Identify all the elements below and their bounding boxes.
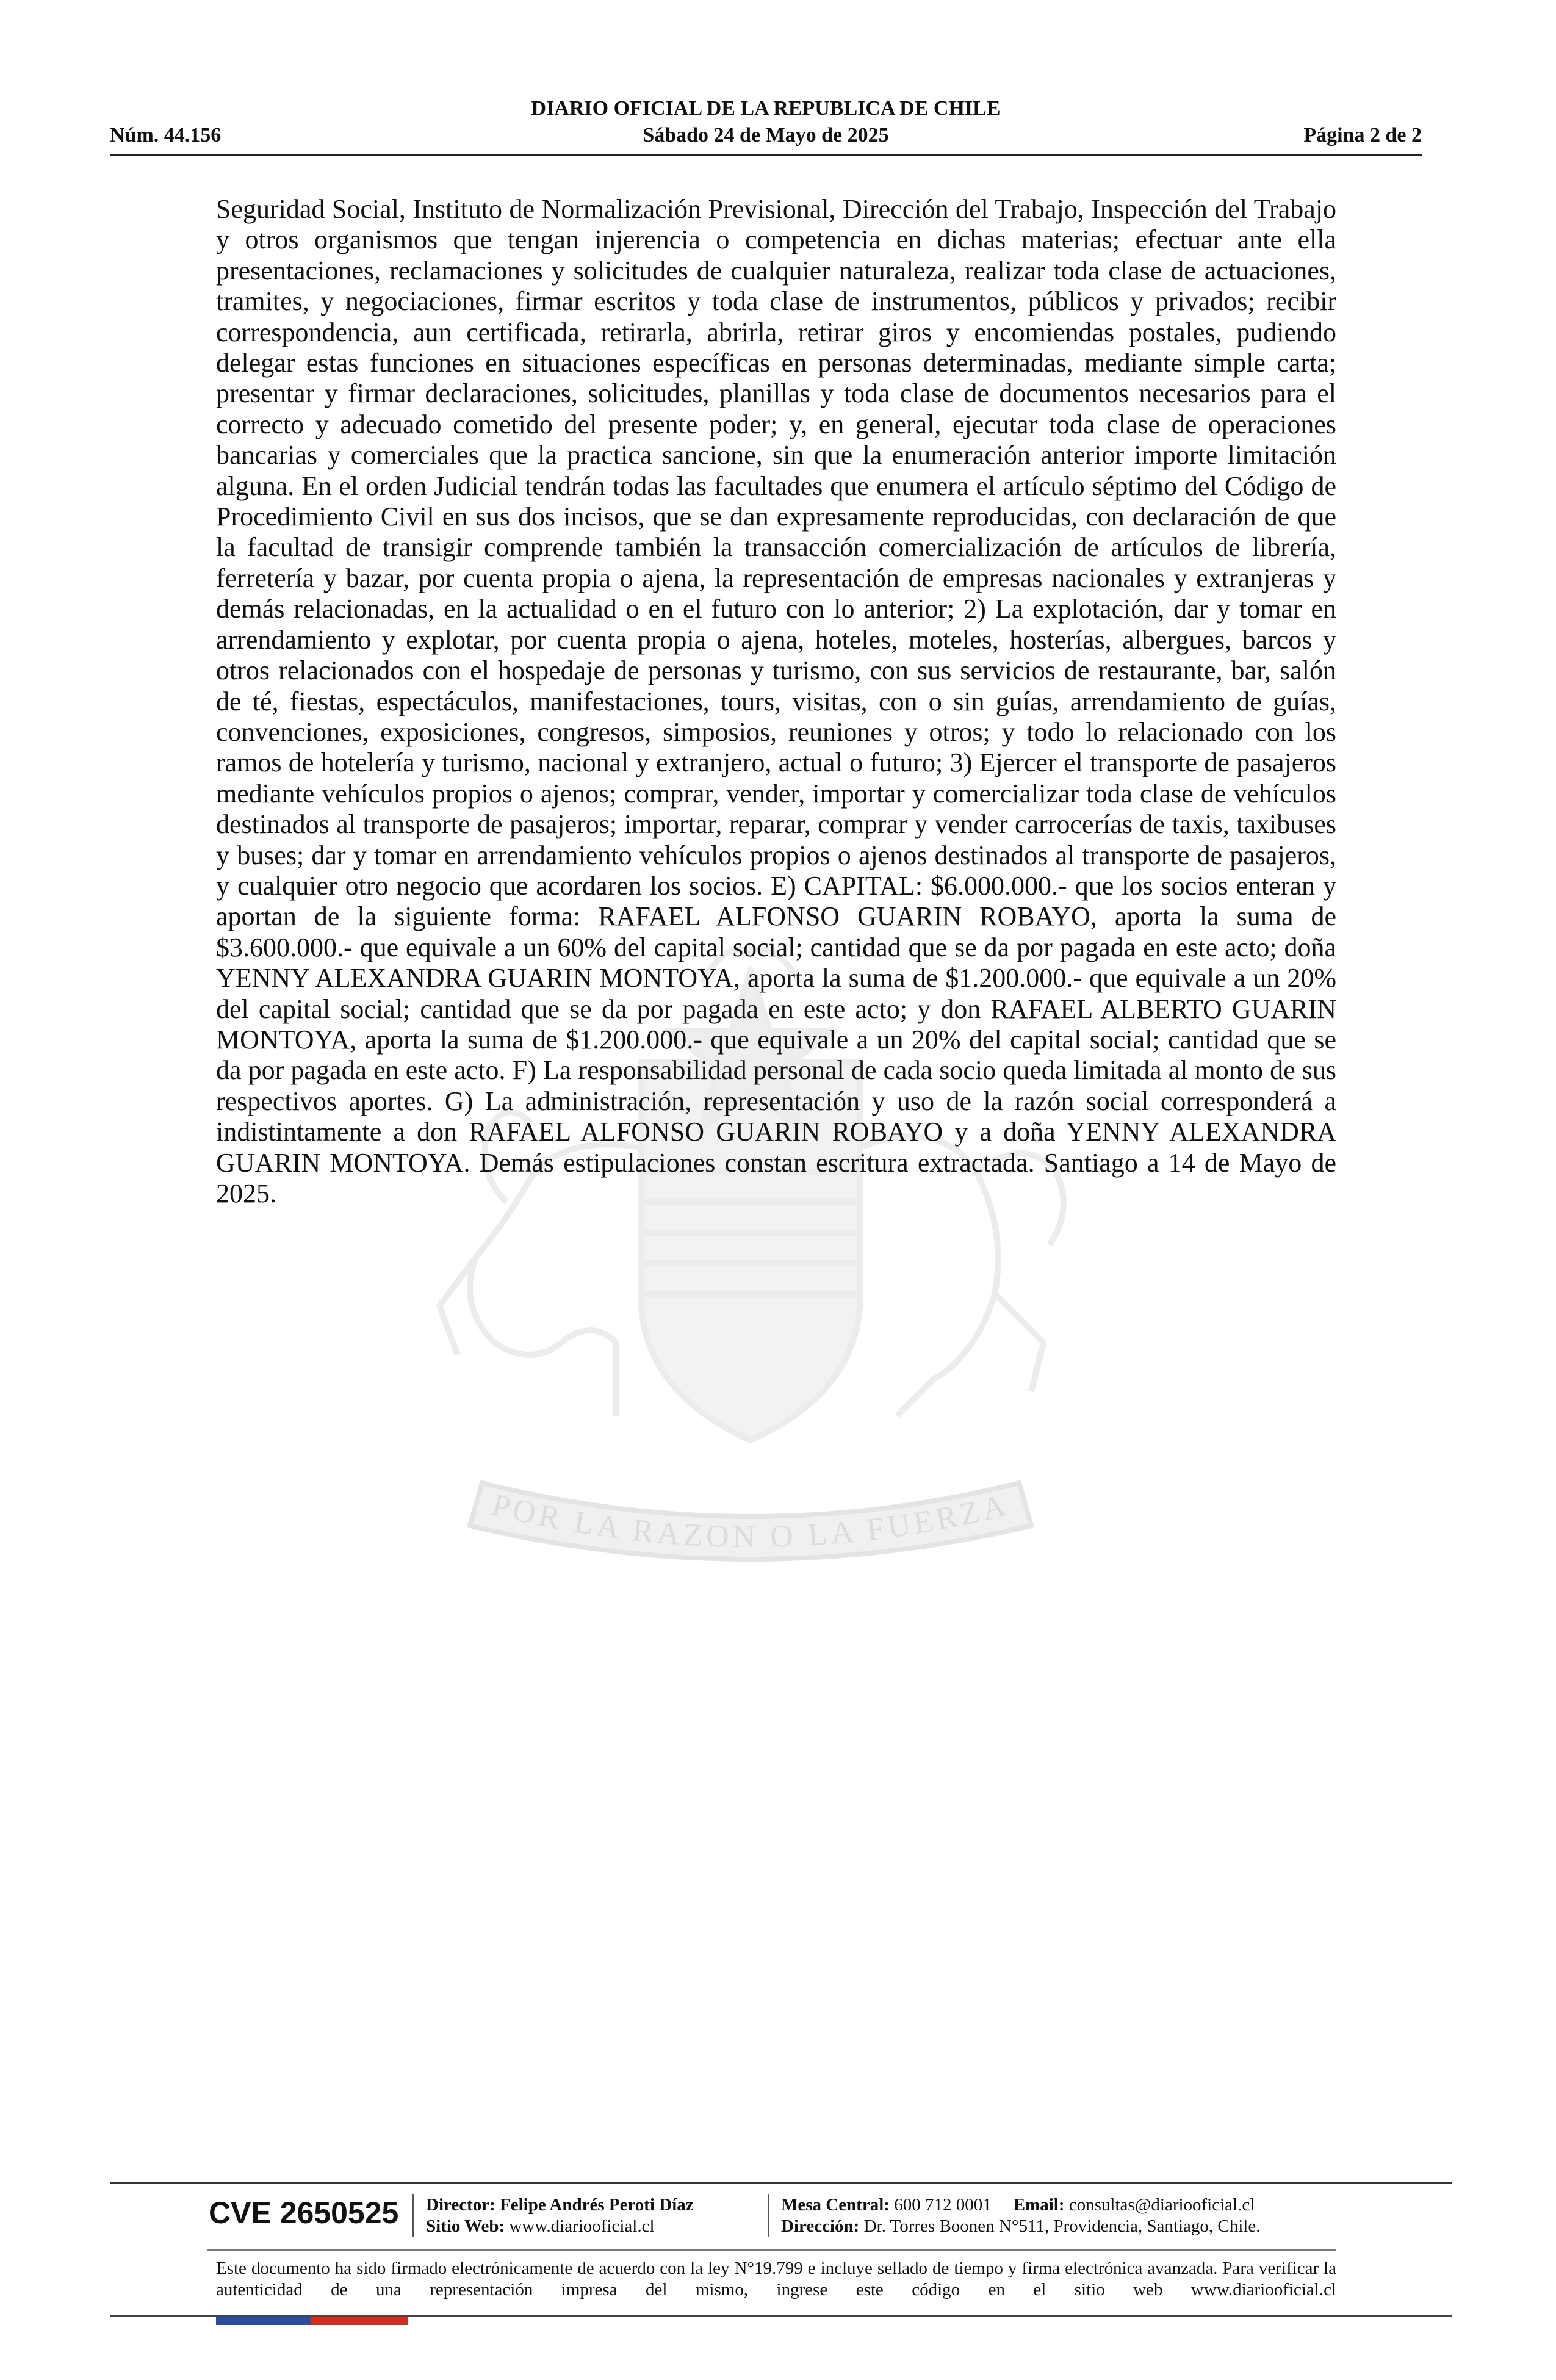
footer-separator	[768, 2194, 769, 2237]
header-divider	[110, 154, 1422, 156]
footer-director-block	[426, 2194, 694, 2237]
email-label: Email:	[1013, 2195, 1065, 2215]
email-link[interactable]: consultas@diariooficial.cl	[1068, 2195, 1255, 2215]
site-label: Sitio Web:	[426, 2216, 505, 2236]
footer-divider-mid	[207, 2249, 1336, 2251]
flag-stripe-blue	[216, 2317, 311, 2325]
mesa-phone: 600 712 0001	[894, 2195, 992, 2215]
signature-disclaimer: Este documento ha sido firmado electrónicamente de acuerdo con la ley N°19.799 e incluye sellado de tiempo y firma electrónica avanzada. Para verificar la autenticidad de una representación impresa del mismo, ingrese este código en el sitio web www.diariooficial.cl	[216, 2259, 1336, 2299]
cve-code: CVE 2650525	[209, 2196, 399, 2230]
footer-separator	[412, 2194, 414, 2237]
footer-contact-block	[781, 2194, 1260, 2237]
address-label: Dirección:	[781, 2216, 860, 2236]
director-label: Director:	[426, 2195, 495, 2215]
mesa-label: Mesa Central:	[781, 2195, 890, 2215]
footer-divider-top	[110, 2182, 1452, 2184]
article-body: Seguridad Social, Instituto de Normalización Previsional, Dirección del Trabajo, Inspección del Trabajo y otros organismos que tengan injerencia o competencia en dichas materias; efectuar ante ella presentaciones, reclamaciones y solicitudes de cualquier naturaleza, realizar toda clase de actuaciones, tramites, y negociaciones, firmar escritos y toda clase de instrumentos, públicos y privados; recibir correspondencia, aun certificada, retirarla, abrirla, retirar giros y encomiendas postales, pudiendo delegar estas funciones en situaciones específicas en personas determinadas, mediante simple carta; presentar y firmar declaraciones, solicitudes, planillas y toda clase de documentos necesarios para el correcto y adecuado cometido del presente poder; y, en general, ejecutar toda clase de operaciones bancarias y comerciales que la practica sancione, sin que la enumeración anterior importe limitación alguna. En el orden Judicial tendrán todas las facultades que enumera el artículo séptimo del Código de Procedimiento Civil en sus dos incisos, que se dan expresamente reproducidas, con declaración de que la facultad de transigir comprende también la transacción comercialización de artículos de librería, ferretería y bazar, por cuenta propia o ajena, la representación de empresas nacionales y extranjeras y demás relacionadas, en la actualidad o en el futuro con lo anterior; 2) La explotación, dar y tomar en arrendamiento y explotar, por cuenta propia o ajena, hoteles, moteles, hosterías, albergues, barcos y otros relacionados con el hospedaje de personas y turismo, con sus servicios de restaurante, bar, salón de té, fiestas, espectáculos, manifestaciones, tours, visitas, con o sin guías, arrendamiento de guías, convenciones, exposiciones, congresos, simposios, reuniones y otros; y todo lo relacionado con los ramos de hotelería y turismo, nacional y extranjero, actual o futuro; 3) Ejercer el transporte de pasajeros mediante vehículos propios o ajenos; comprar, vender, importar y comercializar toda clase de vehículos destinados al transporte de pasajeros; importar, reparar, comprar y vender carrocerías de taxis, taxibuses y buses; dar y tomar en arrendamiento vehículos propios o ajenos destinados al transporte de pasajeros, y cualquier otro negocio que acordaren los socios. E) CAPITAL: $6.000.000.- que los socios enteran y aportan de la siguiente forma: RAFAEL ALFONSO GUARIN ROBAYO, aporta la suma de $3.600.000.- que equivale a un 60% del capital social; cantidad que se da por pagada en este acto; doña YENNY ALEXANDRA GUARIN MONTOYA, aporta la suma de $1.200.000.- que equivale a un 20% del capital social; cantidad que se da por pagada en este acto; y don RAFAEL ALBERTO GUARIN MONTOYA, aporta la suma de $1.200.000.- que equivale a un 20% del capital social; cantidad que se da por pagada en este acto. F) La responsabilidad personal de cada socio queda limitada al monto de sus respectivos aportes. G) La administración, representación y uso de la razón social corresponderá a indistintamente a don RAFAEL ALFONSO GUARIN ROBAYO y a doña YENNY ALEXANDRA GUARIN MONTOYA. Demás estipulaciones constan escritura extractada. Santiago a 14 de Mayo de 2025.	[216, 194, 1336, 1208]
issue-date: Sábado 24 de Mayo de 2025	[643, 124, 889, 146]
page-header	[110, 96, 1422, 151]
watermark-motto: POR LA RAZON O LA FUERZA	[488, 1487, 1013, 1555]
page-number: Página 2 de 2	[1303, 124, 1422, 146]
site-link[interactable]: www.diariooficial.cl	[509, 2216, 655, 2236]
director-name: Felipe Andrés Peroti Díaz	[500, 2195, 694, 2215]
newspaper-title: DIARIO OFICIAL DE LA REPUBLICA DE CHILE	[531, 97, 1001, 120]
address-value: Dr. Torres Boonen N°511, Providencia, Santiago, Chile.	[863, 2216, 1261, 2236]
flag-stripe-red	[311, 2317, 408, 2325]
issue-number: Núm. 44.156	[110, 124, 222, 146]
